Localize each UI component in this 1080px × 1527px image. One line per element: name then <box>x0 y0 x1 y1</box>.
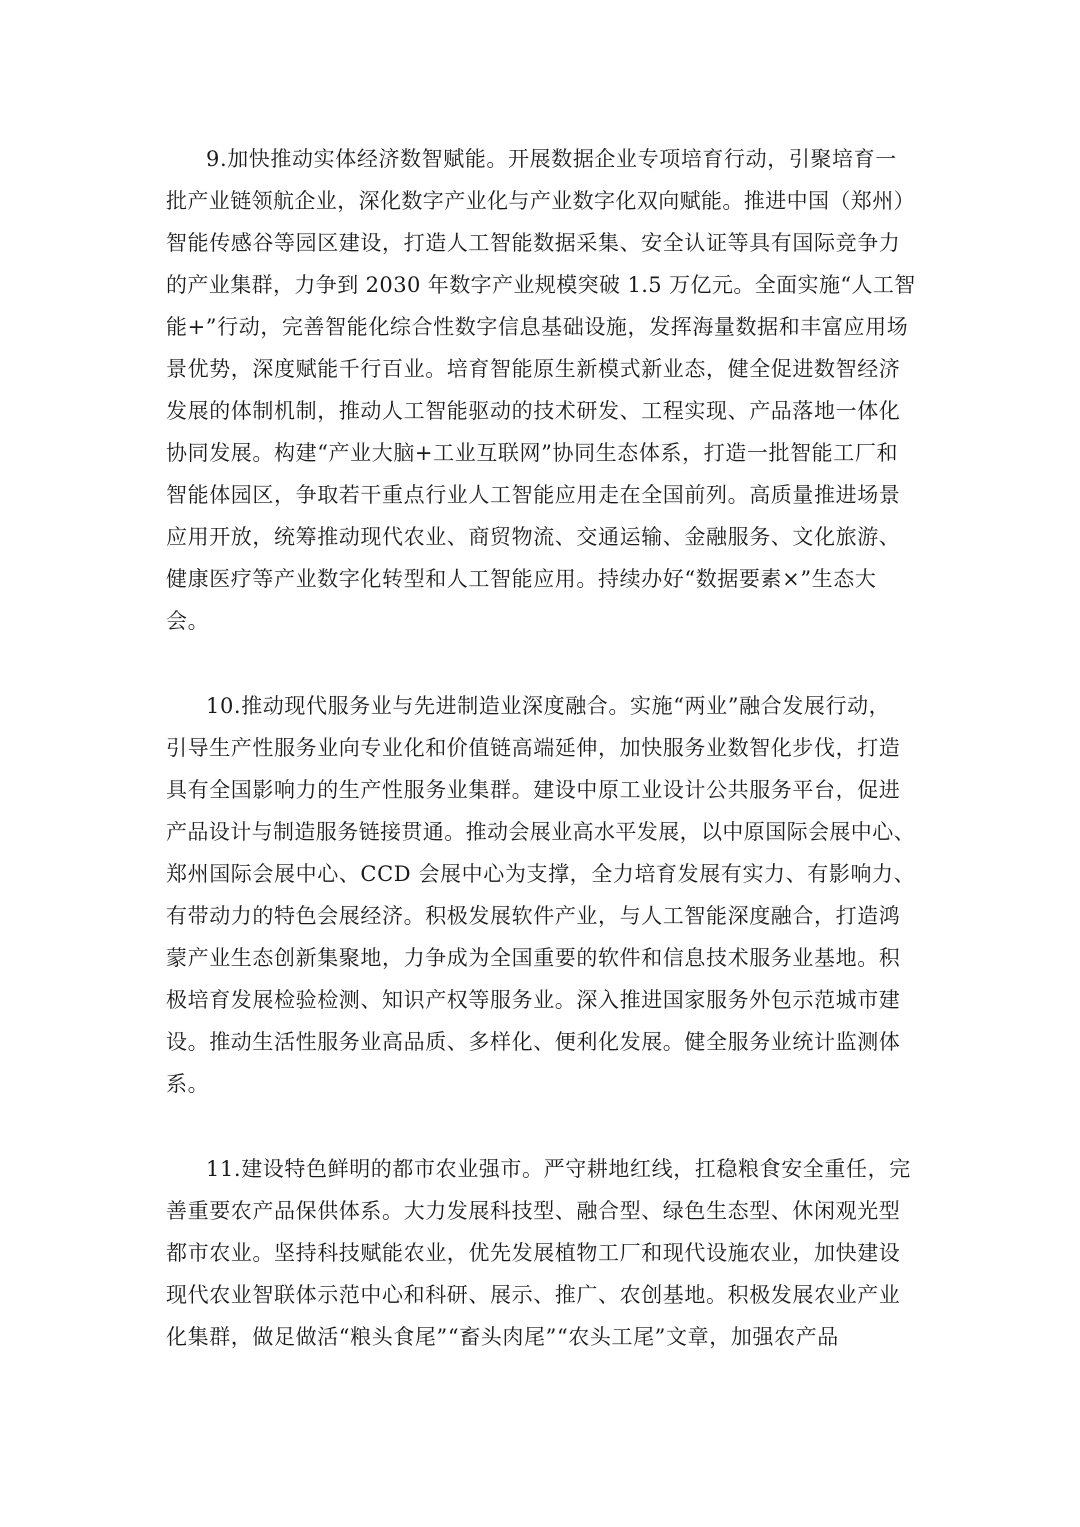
text-line: 协同发展。构建“产业大脑+工业互联网”协同生态体系，打造一批智能工厂和 <box>166 441 899 465</box>
text-line: 应用开放，统筹推动现代农业、商贸物流、交通运输、金融服务、文化旅游、 <box>166 525 901 549</box>
text-line: 9.加快推动实体经济数智赋能。开展数据企业专项培育行动，引聚培育一 <box>206 147 897 171</box>
text-line: 智能传感谷等园区建设，打造人工智能数据采集、安全认证等具有国际竞争力 <box>166 231 901 255</box>
text-line: 蒙产业生态创新集聚地，力争成为全国重要的软件和信息技术服务业基地。积 <box>166 946 901 970</box>
text-line: 会。 <box>166 609 210 633</box>
text-line: 极培育发展检验检测、知识产权等服务业。深入推进国家服务外包示范城市建 <box>166 988 901 1012</box>
text-line: 10.推动现代服务业与先进制造业深度融合。实施“两业”融合发展行动， <box>206 694 891 718</box>
text-line: 具有全国影响力的生产性服务业集群。建设中原工业设计公共服务平台，促进 <box>166 778 901 802</box>
text-line: 化集群，做足做活“粮头食尾”“畜头肉尾”“农头工尾”文章，加强农产品 <box>166 1325 839 1349</box>
text-line: 能+”行动，完善智能化综合性数字信息基础设施，发挥海量数据和丰富应用场 <box>166 315 909 339</box>
text-line: 引导生产性服务业向专业化和价值链高端延伸，加快服务业数智化步伐，打造 <box>166 736 901 760</box>
text-line: 都市农业。坚持科技赋能农业，优先发展植物工厂和现代设施农业，加快建设 <box>166 1241 901 1265</box>
text-line: 郑州国际会展中心、CCD 会展中心为支撑，全力培育发展有实力、有影响力、 <box>166 862 916 886</box>
text-line: 设。推动生活性服务业高品质、多样化、便利化发展。健全服务业统计监测体 <box>166 1030 901 1054</box>
text-line: 产品设计与制造服务链接贯通。推动会展业高水平发展，以中原国际会展中心、 <box>166 820 915 844</box>
text-line: 发展的体制机制，推动人工智能驱动的技术研发、工程实现、产品落地一体化 <box>166 399 901 423</box>
text-line: 善重要农产品保供体系。大力发展科技型、融合型、绿色生态型、休闲观光型 <box>166 1199 901 1223</box>
text-line: 的产业集群，力争到 2030 年数字产业规模突破 1.5 万亿元。全面实施“人工智 <box>166 273 916 297</box>
text-line: 批产业链领航企业，深化数字产业化与产业数字化双向赋能。推进中国（郑州） <box>166 189 915 213</box>
text-line: 景优势，深度赋能千行百业。培育智能原生新模式新业态，健全促进数智经济 <box>166 357 901 381</box>
text-line: 11.建设特色鲜明的都市农业强市。严守耕地红线，扛稳粮食安全重任，完 <box>206 1157 911 1181</box>
text-line: 智能体园区，争取若干重点行业人工智能应用走在全国前列。高质量推进场景 <box>166 483 901 507</box>
text-line: 现代农业智联体示范中心和科研、展示、推广、农创基地。积极发展农业产业 <box>166 1283 901 1307</box>
text-line: 健康医疗等产业数字化转型和人工智能应用。持续办好“数据要素×”生态大 <box>166 567 877 591</box>
text-line: 有带动力的特色会展经济。积极发展软件产业，与人工智能深度融合，打造鸿 <box>166 904 901 928</box>
text-line: 系。 <box>166 1072 210 1096</box>
